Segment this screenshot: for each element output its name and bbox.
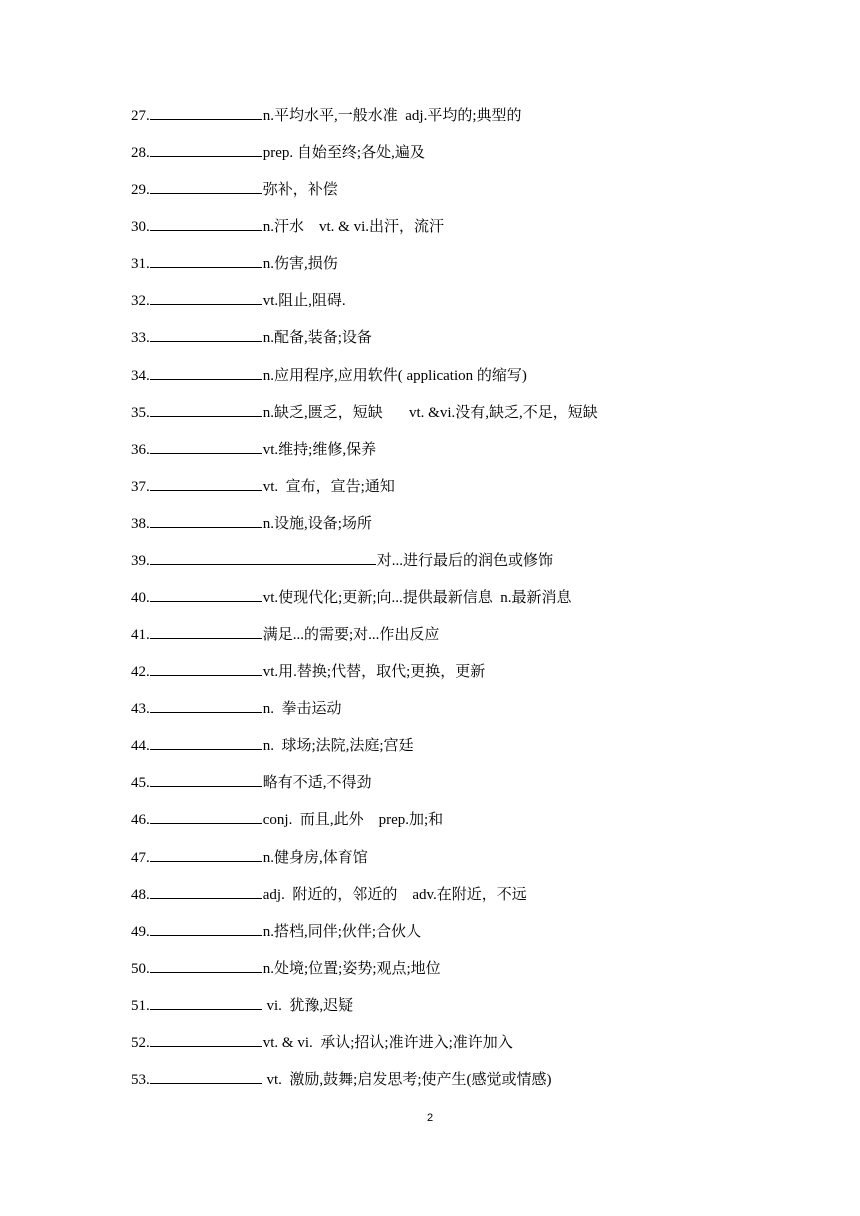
answer-blank[interactable] [150,785,262,787]
answer-blank[interactable] [150,303,262,305]
answer-blank[interactable] [150,748,262,750]
answer-blank[interactable] [150,229,262,231]
item-definition: vi. 犹豫,迟疑 [262,997,354,1014]
vocab-item [131,213,791,250]
item-definition: 对...进行最后的润色或修饰 [376,552,554,569]
item-number: 27. [131,108,150,124]
vocab-item [131,844,791,881]
answer-blank[interactable] [150,674,262,676]
item-definition: prep. 自始至终;各处,遍及 [262,145,425,162]
item-number: 41. [131,627,150,644]
vocab-item [131,955,791,992]
item-definition: vt. & vi. 承认;招认;准许进入;准许加入 [262,1034,513,1051]
item-definition: n.配备,装备;设备 [262,330,372,347]
item-definition: 满足...的需要;对...作出反应 [262,627,440,644]
item-number: 48. [131,886,150,903]
item-number: 38. [131,515,150,532]
item-definition: vt. 激励,鼓舞;启发思考;使产生(感觉或情感) [262,1072,552,1089]
vocab-item [131,473,791,510]
answer-blank[interactable] [150,897,262,899]
answer-blank[interactable] [150,971,262,973]
vocab-item [131,881,791,918]
answer-blank[interactable] [150,266,262,268]
item-definition: conj. 而且,此外 prep.加;和 [262,812,444,829]
answer-blank[interactable] [150,415,262,417]
answer-blank[interactable] [150,118,262,120]
vocab-item [131,732,791,769]
answer-blank[interactable] [150,934,262,936]
vocab-item [131,621,791,658]
item-number: 50. [131,960,150,977]
item-number: 28. [131,145,150,162]
item-number: 53. [131,1072,150,1089]
item-definition: n.搭档,同伴;伙伴;合伙人 [262,923,422,940]
vocab-item [131,584,791,621]
item-definition: n.处境;位置;姿势;观点;地位 [262,960,441,977]
item-number: 29. [131,182,150,199]
item-definition: vt. 宣布，宣告;通知 [262,478,395,495]
answer-blank[interactable] [150,378,262,380]
item-number: 51. [131,997,150,1014]
vocab-item [131,695,791,732]
vocab-item [131,139,791,176]
answer-blank[interactable] [150,1008,262,1010]
item-number: 30. [131,219,150,236]
vocabulary-list [131,102,791,1103]
item-definition: vt.维持;维修,保养 [262,441,377,458]
item-number: 39. [131,552,150,569]
item-number: 45. [131,775,150,792]
item-number: 47. [131,849,150,866]
vocab-item [131,918,791,955]
answer-blank[interactable] [150,711,262,713]
item-definition: n.平均水平,一般水准 adj.平均的;典型的 [262,108,522,124]
vocab-item [131,1029,791,1066]
vocab-item [131,769,791,806]
answer-blank[interactable] [150,489,262,491]
vocab-item [131,1066,791,1103]
answer-blank[interactable] [150,452,262,454]
item-number: 42. [131,664,150,681]
answer-blank[interactable] [150,637,262,639]
answer-blank[interactable] [150,1082,262,1084]
item-definition: vt.用.替换;代替，取代;更换，更新 [262,664,486,681]
vocab-item [131,510,791,547]
answer-blank[interactable] [150,860,262,862]
answer-blank[interactable] [150,822,262,824]
item-definition: adj. 附近的，邻近的 adv.在附近，不远 [262,886,527,903]
answer-blank[interactable] [150,600,262,602]
vocab-item [131,806,791,843]
item-number: 31. [131,256,150,273]
answer-blank[interactable] [150,563,376,565]
item-definition: n.汗水 vt. & vi.出汗，流汗 [262,219,445,236]
item-definition: 略有不适,不得劲 [262,775,372,792]
item-number: 32. [131,293,150,310]
item-number: 34. [131,367,150,384]
answer-blank[interactable] [150,340,262,342]
item-number: 43. [131,701,150,718]
vocab-item [131,287,791,324]
answer-blank[interactable] [150,1045,262,1047]
vocab-item [131,399,791,436]
item-number: 40. [131,590,150,607]
vocab-item [131,436,791,473]
item-definition: vt.使现代化;更新;向...提供最新信息 n.最新消息 [262,590,572,607]
item-definition: n.设施,设备;场所 [262,515,372,532]
answer-blank[interactable] [150,526,262,528]
vocab-item [131,547,791,584]
item-number: 49. [131,923,150,940]
vocab-item [131,324,791,361]
vocab-item [131,102,791,139]
vocab-item [131,250,791,287]
item-definition: n.应用程序,应用软件( application 的缩写) [262,367,527,384]
vocab-item [131,176,791,213]
item-definition: n.健身房,体育馆 [262,849,368,866]
item-definition: 弥补，补偿 [262,182,338,199]
item-definition: n.缺乏,匮乏，短缺 vt. &vi.没有,缺乏,不足，短缺 [262,404,598,421]
vocab-item [131,992,791,1029]
answer-blank[interactable] [150,192,262,194]
item-number: 35. [131,404,150,421]
item-definition: n.伤害,损伤 [262,256,338,273]
answer-blank[interactable] [150,155,262,157]
item-definition: vt.阻止,阻碍. [262,293,346,310]
item-number: 46. [131,812,150,829]
item-definition: n. 拳击运动 [262,701,342,718]
page-number: 2 [426,1112,434,1124]
vocab-item [131,658,791,695]
item-number: 44. [131,738,150,755]
item-number: 37. [131,478,150,495]
item-definition: n. 球场;法院,法庭;宫廷 [262,738,414,755]
item-number: 36. [131,441,150,458]
item-number: 52. [131,1034,150,1051]
vocab-item [131,362,791,399]
item-number: 33. [131,330,150,347]
